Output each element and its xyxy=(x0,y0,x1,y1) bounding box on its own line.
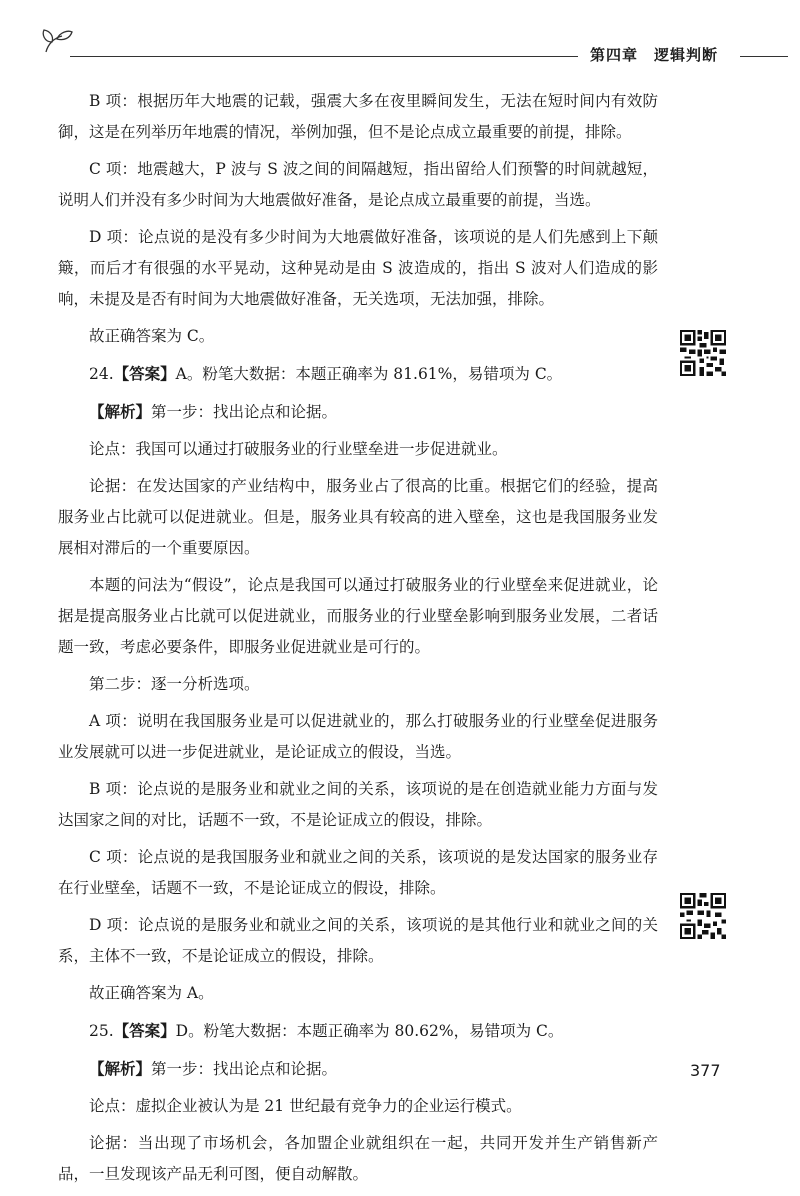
q24-answer-label: 【答案】 xyxy=(113,364,176,383)
q25-analysis-text: 第一步：找出论点和论据。 xyxy=(151,1060,338,1078)
q25-argument: 论点：虚拟企业被认为是 21 世纪最有竞争力的企业运行模式。 xyxy=(89,1097,522,1115)
paragraph-option-b: B 项：根据历年大地震的记载，强震大多在夜里瞬间发生，无法在短时间内有效防御，这是在列举历年地震的情况，举例加强，但不是论点成立最重要的前提，排除。 xyxy=(58,92,658,141)
q25-qr-code-icon[interactable] xyxy=(680,893,726,939)
paragraph-answer-c: 故正确答案为 C。 xyxy=(89,327,215,345)
q25-analysis-label: 【解析】 xyxy=(89,1059,152,1078)
q24-option-b: B 项：论点说的是服务业和就业之间的关系，该项说的是在创造就业能力方面与发达国家之间的对比，话题不一致，不是论证成立的假设，排除。 xyxy=(58,780,658,829)
q24-option-c: C 项：论点说的是我国服务业和就业之间的关系，该项说的是发达国家的服务业存在行业壁垒，话题不一致，不是论证成立的假设，排除。 xyxy=(58,848,658,897)
q24-number: 24. xyxy=(89,365,114,383)
chapter-number: 第四章 xyxy=(590,46,639,64)
chapter-section: 逻辑判断 xyxy=(654,46,719,64)
q25-evidence: 论据：当出现了市场机会，各加盟企业就组织在一起，共同开发并生产销售新产品，一旦发现该产品无利可图，便自动解散。 xyxy=(58,1134,658,1183)
q24-step-two: 第二步：逐一分析选项。 xyxy=(89,675,260,693)
header-rule-right xyxy=(740,56,788,57)
q25-number: 25. xyxy=(89,1022,114,1040)
paragraph-option-c: C 项：地震越大，P 波与 S 波之间的间隔越短，指出留给人们预警的时间就越短，说明人们并没有多少时间为大地震做好准备，是论点成立最重要的前提，当选。 xyxy=(58,160,658,209)
header-rule-left xyxy=(70,56,578,57)
page-header xyxy=(0,0,800,70)
q24-analysis-text: 第一步：找出论点和论据。 xyxy=(151,403,338,421)
q24-answer-line xyxy=(58,358,658,390)
sprout-leaf-icon xyxy=(40,28,74,54)
q24-argument: 论点：我国可以通过打破服务业的行业壁垒进一步促进就业。 xyxy=(89,440,508,458)
q24-final-answer: 故正确答案为 A。 xyxy=(89,984,214,1002)
chapter-heading xyxy=(590,44,718,65)
page-number: 377 xyxy=(690,1061,721,1080)
page-content xyxy=(58,86,658,1196)
q24-analysis-label: 【解析】 xyxy=(89,402,152,421)
q24-option-a: A 项：说明在我国服务业是可以促进就业的，那么打破服务业的行业壁垒促进服务业发展就可以进一步促进就业，是论证成立的假设，当选。 xyxy=(58,712,658,761)
q24-question-analysis: 本题的问法为“假设”，论点是我国可以通过打破服务业的行业壁垒来促进就业，论据是提高服务业占比就可以促进就业，而服务业的行业壁垒影响到服务业发展，二者话题一致，考虑必要条件，即服务业促进就业是可行的。 xyxy=(58,576,658,656)
q24-qr-code-icon[interactable] xyxy=(680,330,726,376)
q25-answer-label: 【答案】 xyxy=(113,1021,176,1040)
q24-answer-text: A。粉笔大数据：本题正确率为 81.61%，易错项为 C。 xyxy=(175,365,563,383)
q25-answer-text: D。粉笔大数据：本题正确率为 80.62%，易错项为 C。 xyxy=(175,1022,564,1040)
q24-analysis-line xyxy=(58,396,658,428)
q25-answer-line xyxy=(58,1015,658,1047)
paragraph-option-d: D 项：论点说的是没有多少时间为大地震做好准备，该项说的是人们先感到上下颠簸，而后才有很强的水平晃动，这种晃动是由 S 波造成的，指出 S 波对人们造成的影响，未提及是否有时间为大地震做好准备，无关选项，无法加强，排除。 xyxy=(58,228,658,308)
q24-option-d: D 项：论点说的是服务业和就业之间的关系，该项说的是其他行业和就业之间的关系，主体不一致，不是论证成立的假设，排除。 xyxy=(58,916,658,965)
q24-evidence: 论据：在发达国家的产业结构中，服务业占了很高的比重。根据它们的经验，提高服务业占比就可以促进就业。但是，服务业具有较高的进入壁垒，这也是我国服务业发展相对滞后的一个重要原因。 xyxy=(58,477,658,557)
q25-analysis-line xyxy=(58,1053,658,1085)
